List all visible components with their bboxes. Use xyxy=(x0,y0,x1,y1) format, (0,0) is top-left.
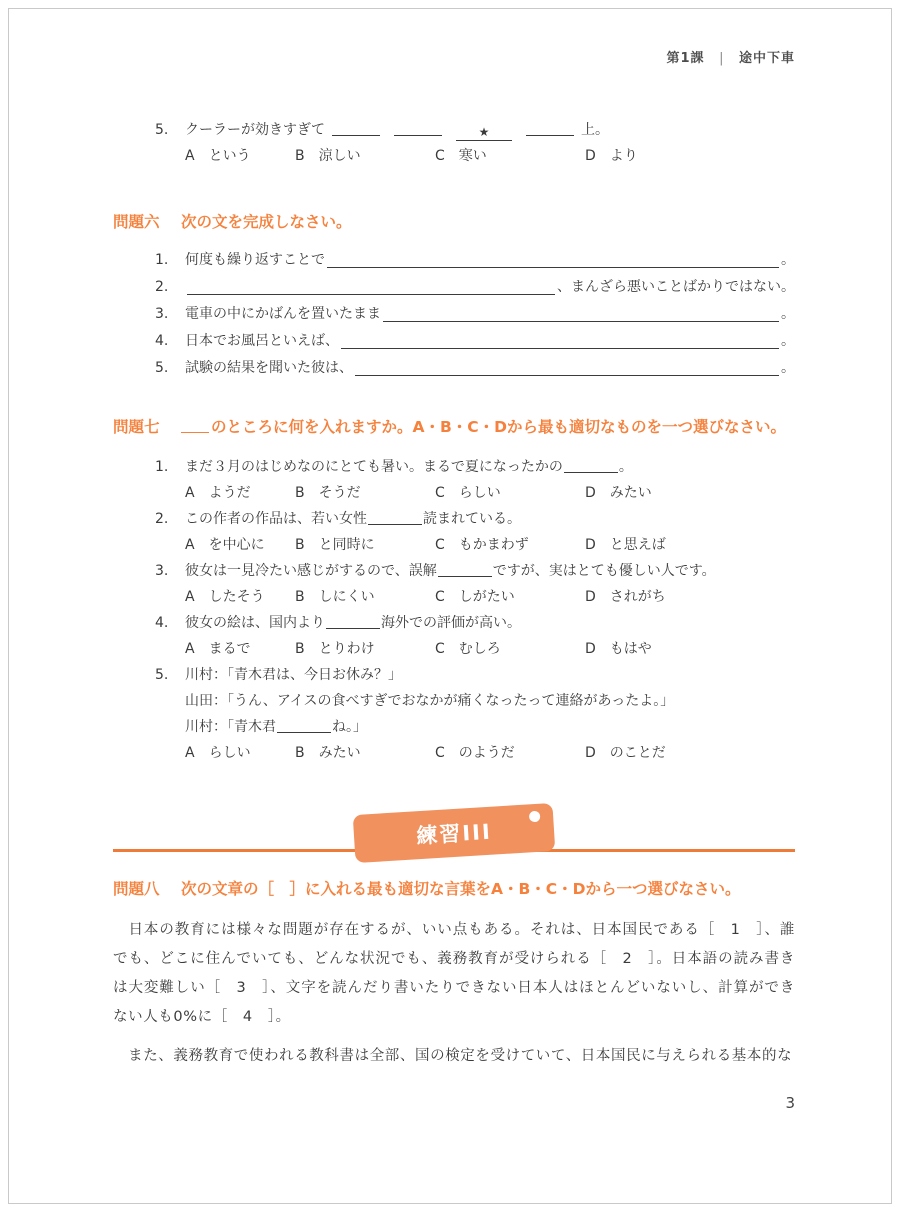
option-letter: B xyxy=(295,641,305,657)
option-a xyxy=(185,740,295,766)
option-c xyxy=(435,480,585,506)
option-letter: D xyxy=(585,148,596,164)
fill-item-1 xyxy=(155,247,795,274)
option-letter: D xyxy=(585,537,596,553)
question-number: 2. xyxy=(155,511,169,527)
option-c xyxy=(435,636,585,662)
option-letter: D xyxy=(585,745,596,761)
option-letter: C xyxy=(435,148,445,164)
option-text: とりわけ xyxy=(318,641,375,657)
item-pre-text: 日本でお風呂といえば、 xyxy=(185,333,339,349)
option-text: されがち xyxy=(609,589,666,605)
section-six-items xyxy=(155,247,795,382)
textbook-page xyxy=(8,8,892,1204)
section-six-instruction: 次の文を完成しなさい。 xyxy=(181,213,352,231)
page-content xyxy=(9,9,891,1113)
option-text: らしい xyxy=(458,485,501,501)
item-pre-text: 何度も繰り返すことで xyxy=(185,252,325,268)
question-pre-text: クーラーが効きすぎて xyxy=(185,122,325,138)
dialog-line-1 xyxy=(155,662,795,688)
option-c xyxy=(435,584,585,610)
question-pre-text: まだ３月のはじめなのにとても暑い。まるで夏になったかの xyxy=(185,459,563,475)
item-number: 4. xyxy=(155,333,169,349)
option-letter: C xyxy=(435,641,445,657)
option-text: しにくい xyxy=(318,589,375,605)
answer-line xyxy=(355,375,779,376)
option-text: もかまわず xyxy=(458,537,529,553)
question-post-text: 。 xyxy=(618,459,633,475)
option-letter: D xyxy=(585,589,596,605)
option-a xyxy=(185,143,295,169)
option-a xyxy=(185,480,295,506)
options-row xyxy=(155,740,795,766)
answer-blank xyxy=(277,720,331,733)
option-b xyxy=(295,636,435,662)
question-line xyxy=(155,117,795,143)
question-pre-text: 彼女の絵は、国内より xyxy=(185,615,325,631)
question-line xyxy=(155,558,795,584)
option-b xyxy=(295,143,435,169)
option-text: ようだ xyxy=(208,485,251,501)
item-post-text: 。 xyxy=(781,306,795,322)
section-eight-instruction: 次の文章の［ ］に入れる最も適切な言葉をA・B・C・Dから一つ選びなさい。 xyxy=(181,880,741,898)
question-5-dialog xyxy=(155,662,795,766)
section-six-heading xyxy=(113,209,795,235)
option-d xyxy=(585,584,795,610)
question-line xyxy=(155,454,795,480)
question-4 xyxy=(155,610,795,662)
dialog-post-text: ね。」 xyxy=(332,719,367,735)
practice-badge xyxy=(353,803,556,863)
question-3 xyxy=(155,558,795,610)
option-letter: A xyxy=(185,537,195,553)
item-number: 5. xyxy=(155,360,169,376)
options-row xyxy=(155,143,795,169)
section-seven-heading xyxy=(113,414,795,440)
question-number: 5. xyxy=(155,122,169,138)
option-a xyxy=(185,636,295,662)
page-number: 3 xyxy=(785,1094,795,1112)
option-letter: C xyxy=(435,745,445,761)
section-eight-label: 問題八 xyxy=(113,880,160,898)
running-header xyxy=(113,51,795,67)
option-b xyxy=(295,480,435,506)
option-b xyxy=(295,740,435,766)
question-1 xyxy=(155,454,795,506)
option-a xyxy=(185,532,295,558)
option-text: もはや xyxy=(609,641,652,657)
answer-blank xyxy=(326,616,380,629)
section-seven-instruction xyxy=(181,414,795,440)
question-text xyxy=(185,558,795,584)
option-letter: A xyxy=(185,745,195,761)
option-text: のことだ xyxy=(609,745,666,761)
item-post-text: 。 xyxy=(781,333,795,349)
question-2 xyxy=(155,506,795,558)
question-post-text: 海外での評価が高い。 xyxy=(381,615,521,631)
option-text: みたい xyxy=(609,485,652,501)
section-six-label: 問題六 xyxy=(113,213,160,231)
question-post-text: ですが、実はとても優しい人です。 xyxy=(492,563,716,579)
option-letter: B xyxy=(295,589,305,605)
dialog-line-2: 山田：「うん、アイスの食べすぎでおなかが痛くなったって連絡があったよ。」 xyxy=(185,693,675,709)
option-d xyxy=(585,532,795,558)
answer-blank xyxy=(438,564,492,577)
answer-line xyxy=(341,348,779,349)
star-answer-blank: ★ xyxy=(456,125,512,141)
question-text xyxy=(185,506,795,532)
passage-paragraph-1: 日本の教育には様々な問題が存在するが、いい点もある。それは、日本国民である［ 1 ］、誰でも、どこに住んでいても、どんな状況でも、義務教育が受けられる［ 2 ］。日本語の読み書きは大変難しい［ 3 ］、文字を読んだり書いたりできない日本人はほとんどいないし、計算ができない人も0%に［ 4 ］。 xyxy=(113,922,795,1025)
option-d xyxy=(585,143,795,169)
passage-paragraph-2: また、義務教育で使われる教科書は全部、国の検定を受けていて、日本国民に与えられる基本的な xyxy=(113,1048,793,1064)
practice-band xyxy=(113,788,795,852)
dialog-text: 川村：「青木君は、今日お休み？」 xyxy=(185,667,402,683)
option-letter: D xyxy=(585,641,596,657)
fill-item-2 xyxy=(155,274,795,301)
section-eight-heading xyxy=(113,876,795,902)
option-letter: C xyxy=(435,589,445,605)
question-post-text: 読まれている。 xyxy=(423,511,521,527)
instruction-text: のところに何を入れますか。A・B・C・Dから最も適切なものを一つ選びなさい。 xyxy=(211,418,787,436)
dialog-pre-text: 川村：「青木君 xyxy=(185,719,276,735)
option-text: という xyxy=(208,148,251,164)
options-row xyxy=(155,636,795,662)
option-text: まるで xyxy=(208,641,251,657)
option-letter: A xyxy=(185,589,195,605)
fill-item-4 xyxy=(155,328,795,355)
chapter-title: 途中下車 xyxy=(738,51,795,66)
question-number: 5. xyxy=(155,667,169,683)
question-post-text: 上。 xyxy=(581,122,609,138)
option-letter: B xyxy=(295,148,305,164)
option-text: 涼しい xyxy=(318,148,361,164)
option-text: むしろ xyxy=(458,641,501,657)
question-number: 3. xyxy=(155,563,169,579)
question-line xyxy=(155,506,795,532)
item-pre-text: 試験の結果を聞いた彼は、 xyxy=(185,360,353,376)
item-number: 1. xyxy=(155,252,169,268)
answer-blank-2 xyxy=(394,123,442,136)
option-letter: A xyxy=(185,641,195,657)
option-text: らしい xyxy=(208,745,251,761)
question-pre-text: 彼女は一見冷たい感じがするので、誤解 xyxy=(185,563,437,579)
option-text: と思えば xyxy=(609,537,666,553)
dialog-line-3 xyxy=(155,714,795,740)
section-seven-label: 問題七 xyxy=(113,418,160,436)
option-text: 寒い xyxy=(458,148,487,164)
question-5-scramble xyxy=(155,117,795,169)
chapter-number: 第1課 xyxy=(666,51,705,66)
answer-blank xyxy=(564,460,618,473)
question-number: 4. xyxy=(155,615,169,631)
instruction-blank xyxy=(181,421,209,433)
item-post-text: 。 xyxy=(781,252,795,268)
fill-item-5 xyxy=(155,355,795,382)
question-text xyxy=(185,610,795,636)
item-post-text: 。 xyxy=(781,360,795,376)
question-pre-text: この作者の作品は、若い女性 xyxy=(185,511,367,527)
options-row xyxy=(155,480,795,506)
answer-line xyxy=(383,321,779,322)
question-line xyxy=(155,610,795,636)
option-letter: B xyxy=(295,485,305,501)
option-text: しがたい xyxy=(458,589,515,605)
option-letter: B xyxy=(295,745,305,761)
question-text xyxy=(185,117,795,143)
option-text: そうだ xyxy=(318,485,361,501)
fill-item-3 xyxy=(155,301,795,328)
options-row xyxy=(155,532,795,558)
option-b xyxy=(295,532,435,558)
item-post-text: 、まんざら悪いことばかりではない。 xyxy=(557,279,795,295)
answer-blank-1 xyxy=(332,123,380,136)
badge-hole-icon xyxy=(529,811,541,823)
option-d xyxy=(585,740,795,766)
answer-line xyxy=(327,267,779,268)
option-b xyxy=(295,584,435,610)
option-text: したそう xyxy=(208,589,265,605)
option-letter: C xyxy=(435,485,445,501)
option-d xyxy=(585,480,795,506)
option-text: より xyxy=(609,148,638,164)
option-text: と同時に xyxy=(318,537,375,553)
section-seven-questions xyxy=(113,454,795,766)
option-letter: A xyxy=(185,148,195,164)
option-c xyxy=(435,532,585,558)
item-number: 2. xyxy=(155,279,169,295)
item-number: 3. xyxy=(155,306,169,322)
answer-blank xyxy=(368,512,422,525)
option-letter: A xyxy=(185,485,195,501)
option-text: みたい xyxy=(318,745,361,761)
practice-badge-label: 練習III xyxy=(415,819,493,849)
option-a xyxy=(185,584,295,610)
option-d xyxy=(585,636,795,662)
option-c xyxy=(435,143,585,169)
question-text xyxy=(185,454,795,480)
option-letter: D xyxy=(585,485,596,501)
header-divider: | xyxy=(719,51,725,66)
option-letter: B xyxy=(295,537,305,553)
option-text: のようだ xyxy=(458,745,515,761)
question-number: 1. xyxy=(155,459,169,475)
option-letter: C xyxy=(435,537,445,553)
answer-blank-3 xyxy=(526,123,574,136)
item-pre-text: 電車の中にかばんを置いたまま xyxy=(185,306,381,322)
options-row xyxy=(155,584,795,610)
option-text: を中心に xyxy=(208,537,265,553)
answer-line xyxy=(187,294,555,295)
option-c xyxy=(435,740,585,766)
